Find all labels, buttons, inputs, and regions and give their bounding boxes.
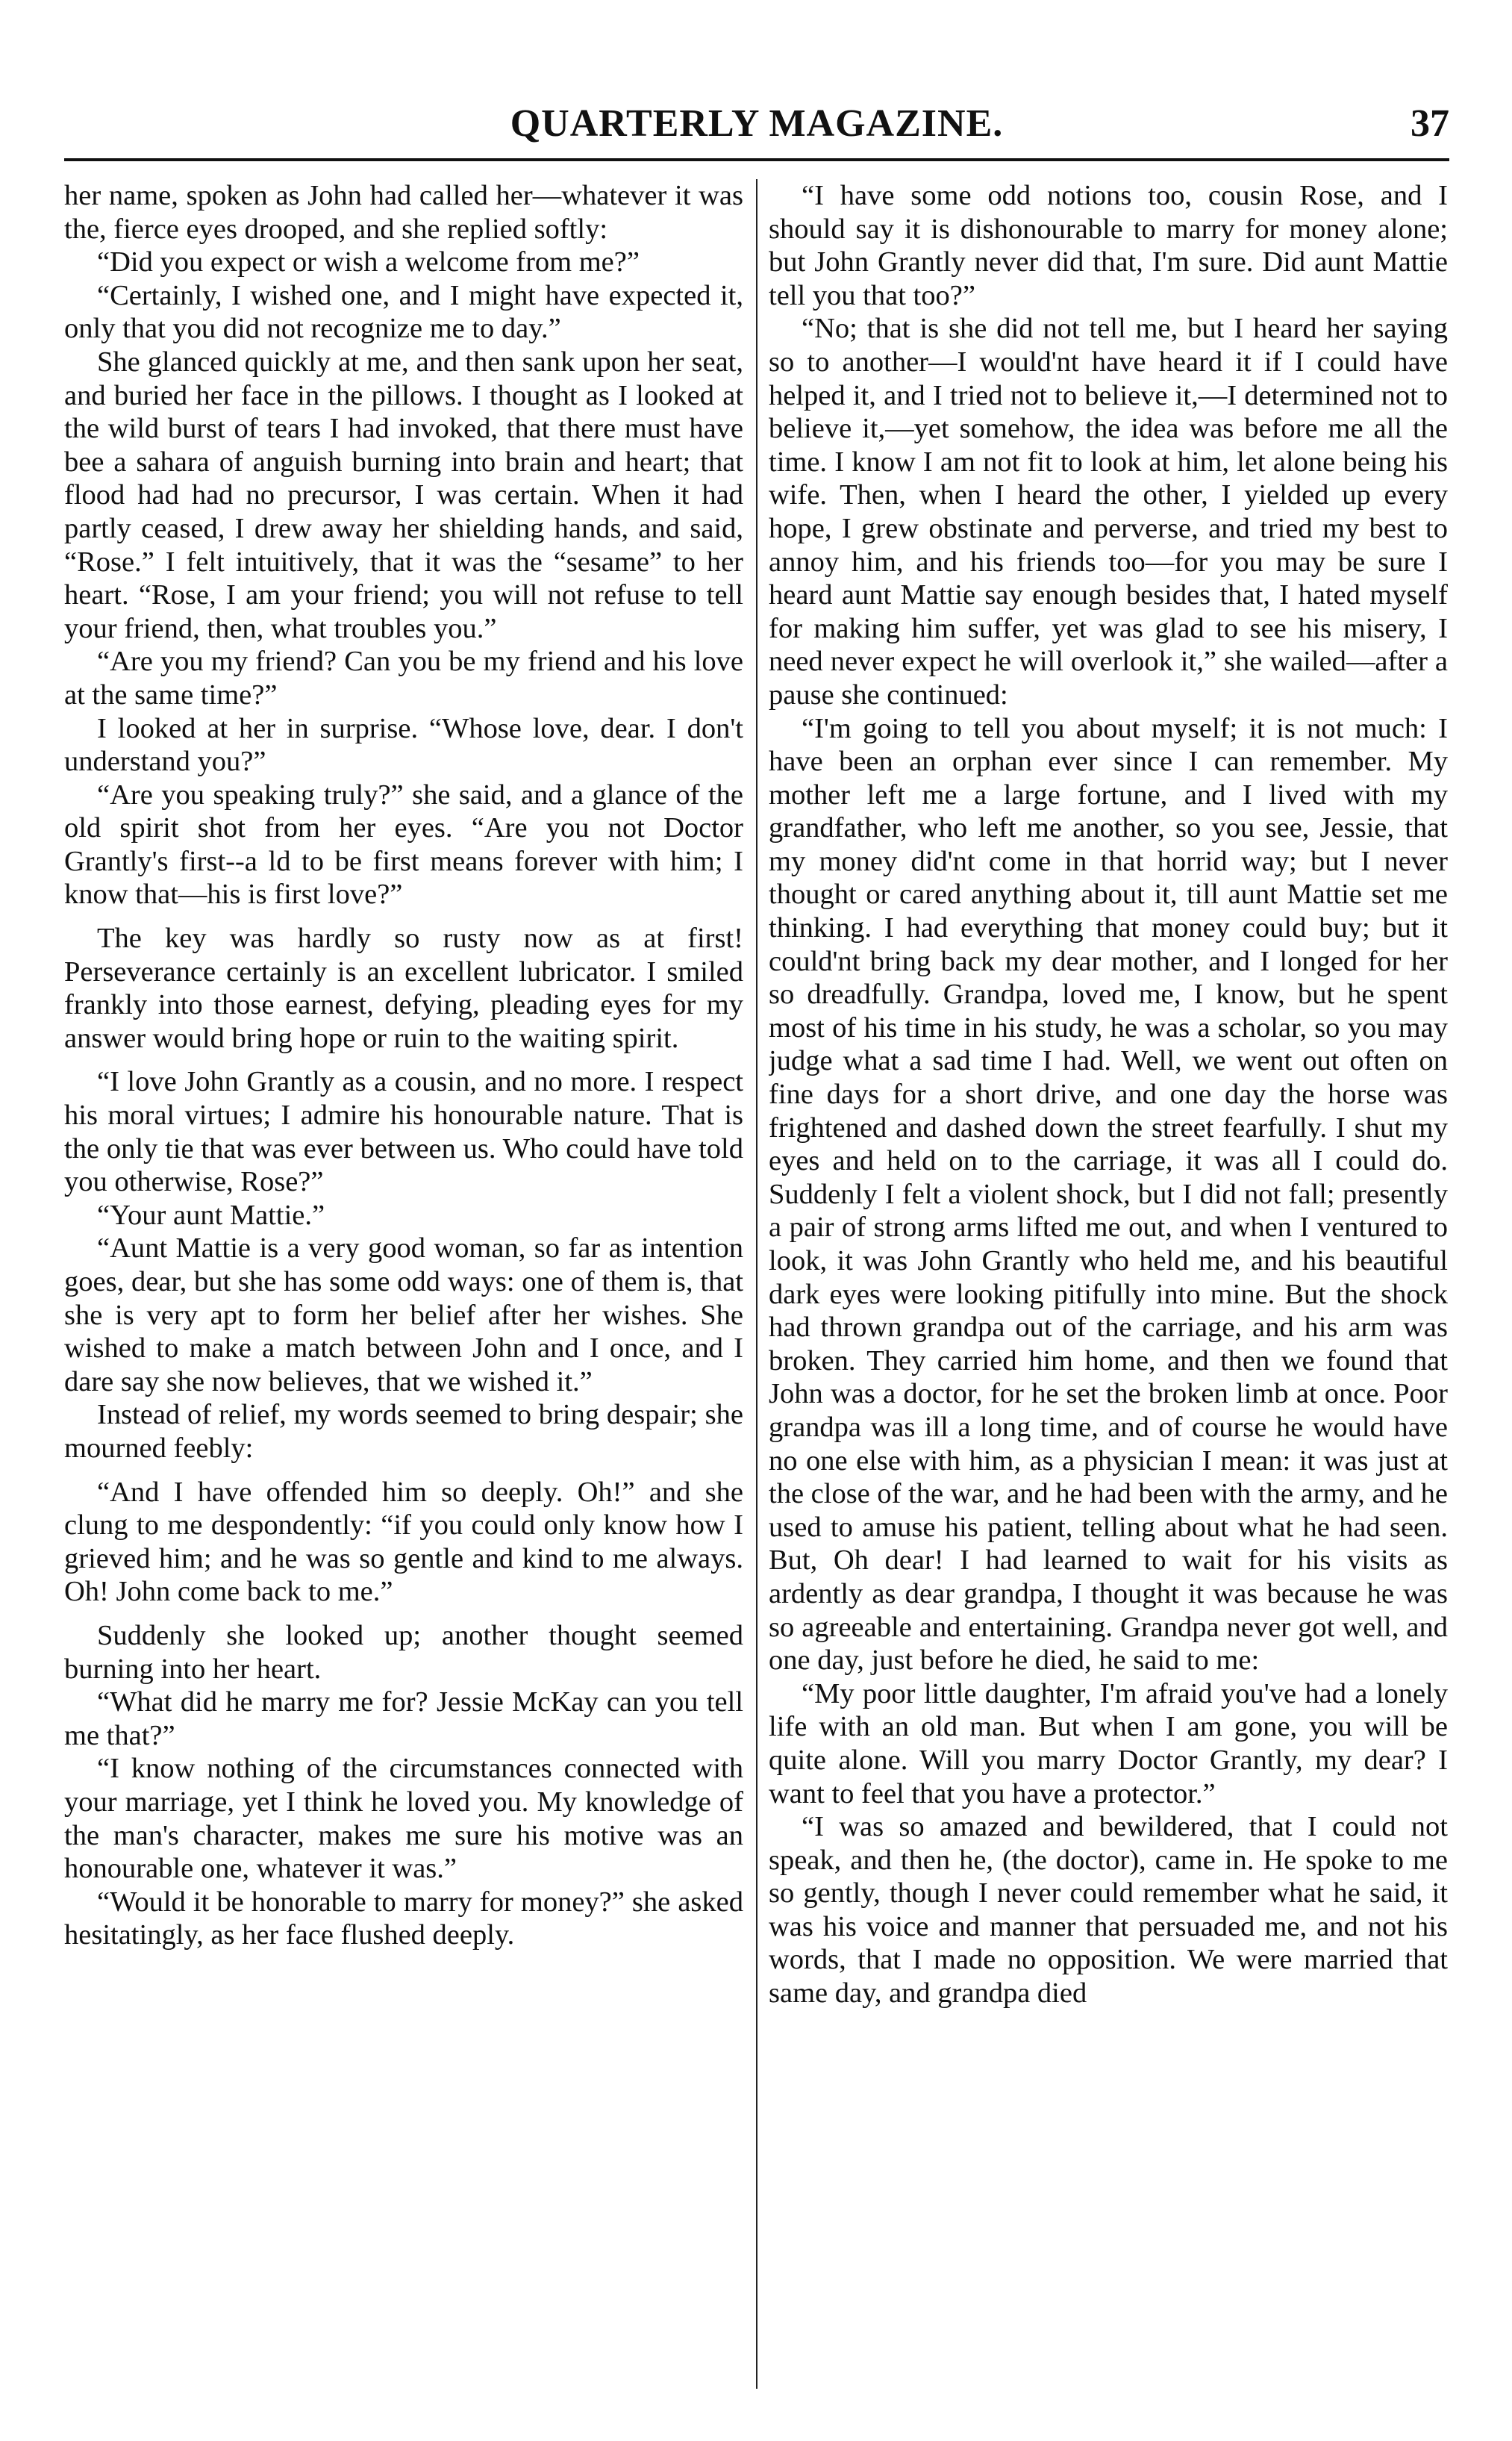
paragraph: She glanced quickly at me, and then sank upon her seat, and buried her face in the pillows. I thought as I looked at the wild burst of tears I had invoked, that there must have bee a sahara of anguish burning into brain and heart; that flood had had no precursor, I was certain. When it had partly ceased, I drew away her shielding hands, and said, “Rose.” I felt intuitively, that it was the “sesame” to her heart. “Rose, I am your friend; you will not refuse to tell your friend, then, what troubles you.” (64, 346, 743, 644)
paragraph: “And I have offended him so deeply. Oh!” and she clung to me despondently: “if you could only know how I grieved him; and he was so gentle and kind to me always. Oh! John come back to me.” (64, 1476, 743, 1608)
paragraph: “Are you speaking truly?” she said, and a glance of the old spirit shot from her eyes. “Are you not Doctor Grantly's first--a ld to be first means forever with him; I know that—his is first love?” (64, 779, 743, 911)
column-divider (756, 179, 757, 2389)
paragraph: “Certainly, I wished one, and I might have expected it, only that you did not recognize me to day.” (64, 279, 743, 345)
paragraph: “Are you my friend? Can you be my friend and his love at the same time?” (64, 646, 743, 711)
paragraph: “Your aunt Mattie.” (97, 1199, 325, 1231)
paragraph: Suddenly she looked up; another thought seemed burning into her heart. (64, 1619, 743, 1685)
paragraph: “I was so amazed and bewildered, that I could not speak, and then he, (the doctor), came in. He spoke to me so gently, though I never could remember what he said, it was his voice and manner that persuaded me, and not his words, that I made no opposition. We were married that same day, and grandpa died (769, 1811, 1448, 2010)
paragraph: I looked at her in surprise. “Whose love, dear. I don't understand you?” (64, 712, 743, 778)
paragraph: Instead of relief, my words seemed to bring despair; she mourned feebly: (64, 1399, 743, 1464)
left-column (64, 179, 743, 2389)
paragraph: “I'm going to tell you about myself; it is not much: I have been an orphan ever since I can remember. My mother left me a large fortune, and I lived with my grandfather, who left me another, so you see, Jessie, that my money did'nt come in that horrid way; but I never thought or cared anything about it, till aunt Mattie set me thinking. I had everything that money could buy; but it could'nt bring back my dear mother, and I longed for her so dreadfully. Grandpa, loved me, I know, but he spent most of his time in his study, he was a scholar, so you may judge what a sad time I had. Well, we went out often on fine days for a short drive, and one day the horse was frightened and dashed down the street fearfully. I shut my eyes and held on to the carriage, it was all I could do. Suddenly I felt a violent shock, but I did not fall; presently a pair of strong arms lifted me out, and when I ventured to look, it was John Grantly who held me, and his beautiful dark eyes were looking pitifully into mine. But the shock had thrown grandpa out of the carriage, and his arm was broken. They carried him home, and then we found that John was a doctor, for he set the broken limb at once. Poor grandpa was ill a long time, and of course he would have no one else with him, as a physician I mean: it was just at the close of the war, and he had been with the army, and he used to amuse his patient, telling about what he had seen. But, Oh dear! I had learned to wait for his visits as ardently as dear grandpa, I thought it was because he was so agreeable and entertaining. Grandpa never got well, and one day, just before he died, he said to me: (769, 712, 1448, 1677)
paragraph: “I love John Grantly as a cousin, and no more. I respect his moral virtues; I admire his honourable nature. That is the only tie that was ever between us. Who could have told you otherwise, Rose?” (64, 1066, 743, 1198)
right-column (769, 179, 1448, 2389)
paragraph: “What did he marry me for? Jessie McKay can you tell me that?” (64, 1686, 743, 1751)
page-number: 37 (1411, 102, 1449, 145)
paragraph: “Aunt Mattie is a very good woman, so far as intention goes, dear, but she has some odd ways: one of them is, that she is very apt to form her belief after her wishes. She wished to make a match between John and I once, and I dare say she now believes, that we wished it.” (64, 1232, 743, 1397)
header-rule (64, 158, 1449, 161)
running-title: QUARTERLY MAGAZINE. (510, 102, 1004, 145)
paragraph: “My poor little daughter, I'm afraid you've had a lonely life with an old man. But when I am gone, you will be quite alone. Will you marry Doctor Grantly, my dear? I want to feel that you have a protector.” (769, 1677, 1448, 1809)
paragraph: “Did you expect or wish a welcome from me?” (97, 246, 640, 278)
paragraph: “Would it be honorable to marry for money?” she asked hesitatingly, as her face flushed deeply. (64, 1886, 743, 1951)
paragraph: “I know nothing of the circumstances connected with your marriage, yet I think he loved you. My knowledge of the man's character, makes me sure his motive was an honourable one, whatever it was.” (64, 1753, 743, 1885)
paragraph: The key was hardly so rusty now as at first! Perseverance certainly is an excellent lubricator. I smiled frankly into those earnest, defying, pleading eyes for my answer would bring hope or ruin to the waiting spirit. (64, 923, 743, 1054)
paragraph: her name, spoken as John had called her—whatever it was the, fierce eyes drooped, and she replied softly: (64, 180, 743, 245)
paragraph: “No; that is she did not tell me, but I heard her saying so to another—I would'nt have heard it if I could have helped it, and I tried not to believe it,—I determined not to believe it,—yet somehow, the idea was before me all the time. I know I am not fit to look at him, let alone being his wife. Then, when I heard the other, I yielded up every hope, I grew obstinate and perverse, and tried my best to annoy him, and his friends too—for you may be sure I heard aunt Mattie say enough besides that, I hated myself for making him suffer, yet was glad to see his misery, I need never expect he will overlook it,” she wailed—after a pause she continued: (769, 313, 1448, 711)
page-header (64, 96, 1449, 152)
paragraph: “I have some odd notions too, cousin Rose, and I should say it is dishonourable to marry for money alone; but John Grantly never did that, I'm sure. Did aunt Mattie tell you that too?” (769, 180, 1448, 311)
